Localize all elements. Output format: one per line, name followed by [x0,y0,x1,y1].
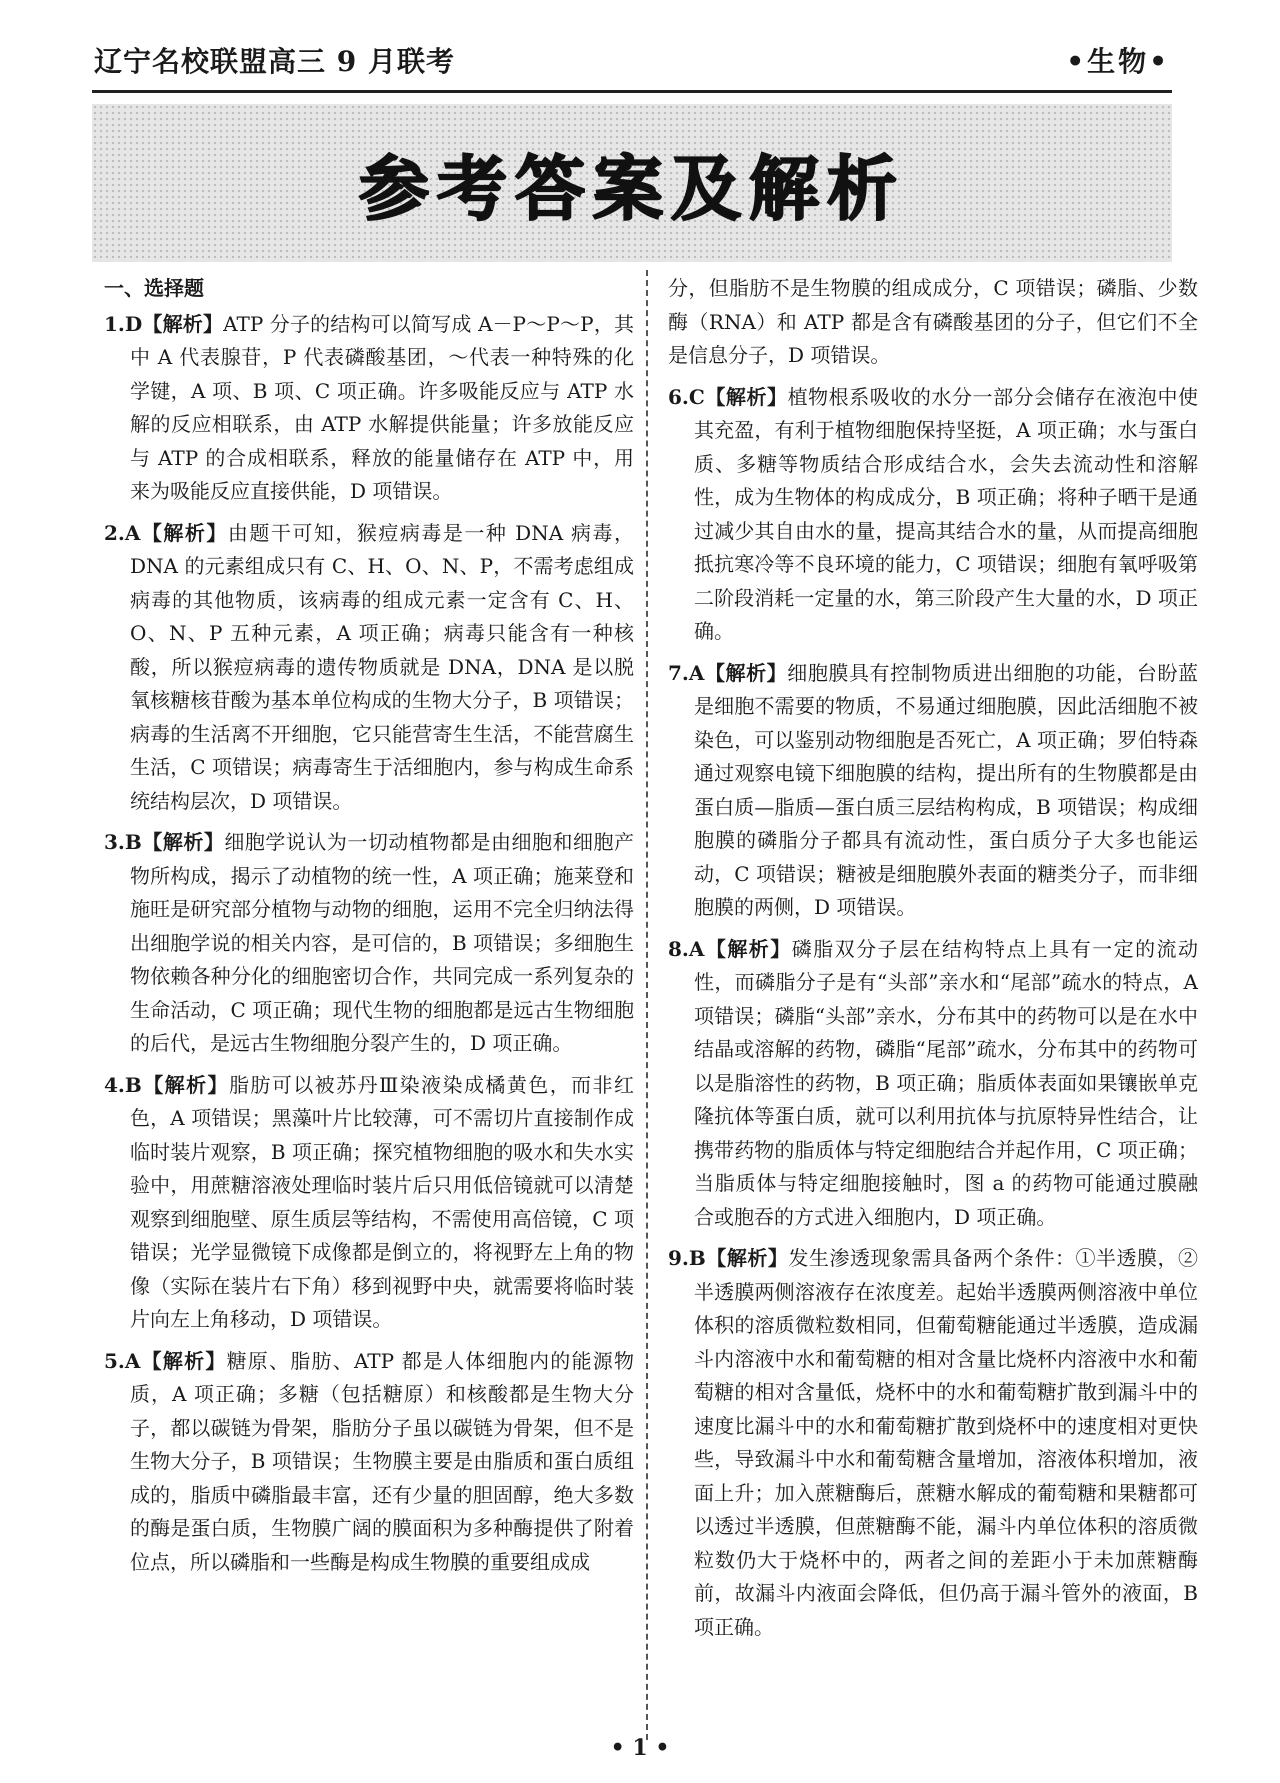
answer-item [104,308,634,509]
analysis-tag: 【解析】 [140,520,228,545]
analysis-tag: 【解析】 [141,1072,229,1097]
answer-text: 脂肪可以被苏丹Ⅲ染液染成橘黄色，而非红色，A 项错误；黑藻叶片比较薄，可不需切片直接制作成临时装片观察，B 项正确；探究植物细胞的吸水和失水实验中，用蔗糖溶液处理临时装片后只用低倍镜就可以清楚观察到细胞壁、原生质层等结构，不需使用高倍镜，C 项错误；光学显微镜下成像都是倒立的，将视野左上角的物像（实际在装片右下角）移到视野中央，就需要将临时装片向左上角移动，D 项错误。 [130,1072,634,1331]
analysis-tag: 【解析】 [142,311,224,336]
title-banner [92,104,1172,262]
analysis-tag: 【解析】 [704,936,792,961]
answer-item [668,1242,1198,1644]
answer-number: 4.B [104,1072,142,1097]
left-column [104,272,634,1732]
answer-number: 7.A [668,660,705,685]
answer-text: 细胞学说认为一切动植物都是由细胞和细胞产物所构成，揭示了动植物的统一性，A 项正确；施莱登和施旺是研究部分植物与动物的细胞，运用不完全归纳法得出细胞学说的相关内容，是可信的，B 项错误；多细胞生物依赖各种分化的细胞密切合作，共同完成一系列复杂的生命活动，C 项正确；现代生物的细胞都是远古生物细胞的后代，是远古生物细胞分裂产生的，D 项正确。 [130,830,635,1055]
answer-text: ATP 分子的结构可以简写成 A－P～P～P，其中 A 代表腺苷，P 代表磷酸基团，～代表一种特殊的化学键，A 项、B 项、C 项正确。许多吸能反应与 ATP 水解的反应相联系，由 ATP 水解提供能量；许多放能反应与 ATP 的合成相联系，释放的能量储存在 ATP 中，用来为吸能反应直接供能，D 项错误。 [130,311,634,503]
answer-number: 8.A [668,936,705,961]
right-column [668,272,1198,1732]
column-divider [646,270,648,1740]
answer-number: 5.A [104,1348,141,1373]
answer-item [104,1069,634,1337]
page-header [92,8,1172,93]
left-answer-list [104,308,634,1580]
answer-text: 发生渗透现象需具备两个条件：①半透膜，②半透膜两侧溶液存在浓度差。起始半透膜两侧溶液中单位体积的溶质微粒数相同，但葡萄糖能通过半透膜，造成漏斗内溶液中水和葡萄糖的相对含量比烧杯内溶液中水和葡萄糖的相对含量低，烧杯中的水和葡萄糖扩散到漏斗中的速度比漏斗中的水和葡萄糖扩散到烧杯中的速度相对更快些，导致漏斗中水和葡萄糖含量增加，溶液体积增加，液面上升；加入蔗糖酶后，蔗糖水解成的葡萄糖和果糖都可以透过半透膜，但蔗糖酶不能，漏斗内单位体积的溶质微粒数仍大于烧杯中的，两者之间的差距小于未加蔗糖酶前，故漏斗内液面会降低，但仍高于漏斗管外的液面，B 项正确。 [694,1246,1199,1639]
answer-number: 9.B [668,1246,706,1270]
answer-number: 2.A [104,520,141,545]
answer-item [668,381,1198,649]
analysis-tag: 【解析】 [141,830,225,854]
answer-text: 植物根系吸收的水分一部分会储存在液泡中使其充盈，有利于植物细胞保持坚挺，A 项正确；水与蛋白质、多糖等物质结合形成结合水，会失去流动性和溶解性，成为生物体的构成成分，B 项正确；将种子晒干是通过减少其自由水的量，提高其结合水的量，从而提高细胞抵抗寒冷等不良环境的能力，C 项错误；细胞有氧呼吸第二阶段消耗一定量的水，第三阶段产生大量的水，D 项正确。 [694,384,1199,643]
answer-item [104,517,634,819]
answer-number: 3.B [104,830,142,854]
answer-text: 由题干可知，猴痘病毒是一种 DNA 病毒，DNA 的元素组成只有 C、H、O、N、P，不需考虑组成病毒的其他物质，该病毒的组成元素一定含有 C、H、O、N、P 五种元素，A 项正确；病毒只能含有一种核酸，所以猴痘病毒的遗传物质就是 DNA，DNA 是以脱氧核糖核苷酸为基本单位构成的生物大分子，B 项错误；病毒的生活离不开细胞，它只能营寄生生活，不能营腐生生活，C 项错误；病毒寄生于活细胞内，参与构成生命系统结构层次，D 项错误。 [130,520,634,813]
analysis-tag: 【解析】 [704,660,788,685]
section-title: 一、选择题 [104,276,204,300]
answer-text: 糖原、脂肪、ATP 都是人体细胞内的能源物质，A 项正确；多糖（包括糖原）和核酸都是生物大分子，都以碳链为骨架，脂肪分子虽以碳链为骨架，但不是生物大分子，B 项错误；生物膜主要是由脂质和蛋白质组成的，脂质中磷脂最丰富，还有少量的胆固醇，绝大多数的酶是蛋白质，生物膜广阔的膜面积为多种酶提供了附着位点，所以磷脂和一些酶是构成生物膜的重要组成成 [130,1348,634,1574]
answer-item [668,657,1198,925]
answer-item [668,272,1198,373]
subject-label: •生物• [1066,45,1170,78]
answer-item [104,826,634,1061]
page-number: • 1 • [610,1735,670,1761]
answer-text: 细胞膜具有控制物质进出细胞的功能，台盼蓝是细胞不需要的物质，不易通过细胞膜，因此活细胞不被染色，可以鉴别动物细胞是否死亡，A 项正确；罗伯特森通过观察电镜下细胞膜的结构，提出所有的生物膜都是由蛋白质—脂质—蛋白质三层结构构成，B 项错误；构成细胞膜的磷脂分子都具有流动性，蛋白质分子大多也能运动，C 项错误；糖被是细胞膜外表面的糖类分子，而非细胞膜的两侧，D 项错误。 [694,660,1199,919]
banner-title: 参考答案及解析 [359,147,905,230]
answer-item [104,1345,634,1580]
analysis-tag: 【解析】 [705,1246,789,1270]
analysis-tag: 【解析】 [704,384,788,409]
exam-title: 辽宁名校联盟高三 9 月联考 [94,45,455,78]
answer-text: 分，但脂肪不是生物膜的组成成分，C 项错误；磷脂、少数酶（RNA）和 ATP 都是含有磷酸基团的分子，但它们不全是信息分子，D 项错误。 [668,276,1198,367]
analysis-tag: 【解析】 [140,1348,227,1373]
answer-number: 6.C [668,384,705,409]
answer-item [668,933,1198,1235]
answer-number: 1.D [104,311,143,336]
right-answer-list [668,272,1198,1644]
answer-text: 磷脂双分子层在结构特点上具有一定的流动性，而磷脂分子是有“头部”亲水和“尾部”疏水的特点，A 项错误；磷脂“头部”亲水，分布其中的药物可以是在水中结晶或溶解的药物，磷脂“尾部”疏水，分布其中的药物可以是脂溶性的药物，B 项正确；脂质体表面如果镶嵌单克隆抗体等蛋白质，就可以利用抗体与抗原特异性结合，让携带药物的脂质体与特定细胞结合并起作用，C 项正确；当脂质体与特定细胞接触时，图 a 的药物可能通过膜融合或胞吞的方式进入细胞内，D 项正确。 [694,936,1199,1229]
